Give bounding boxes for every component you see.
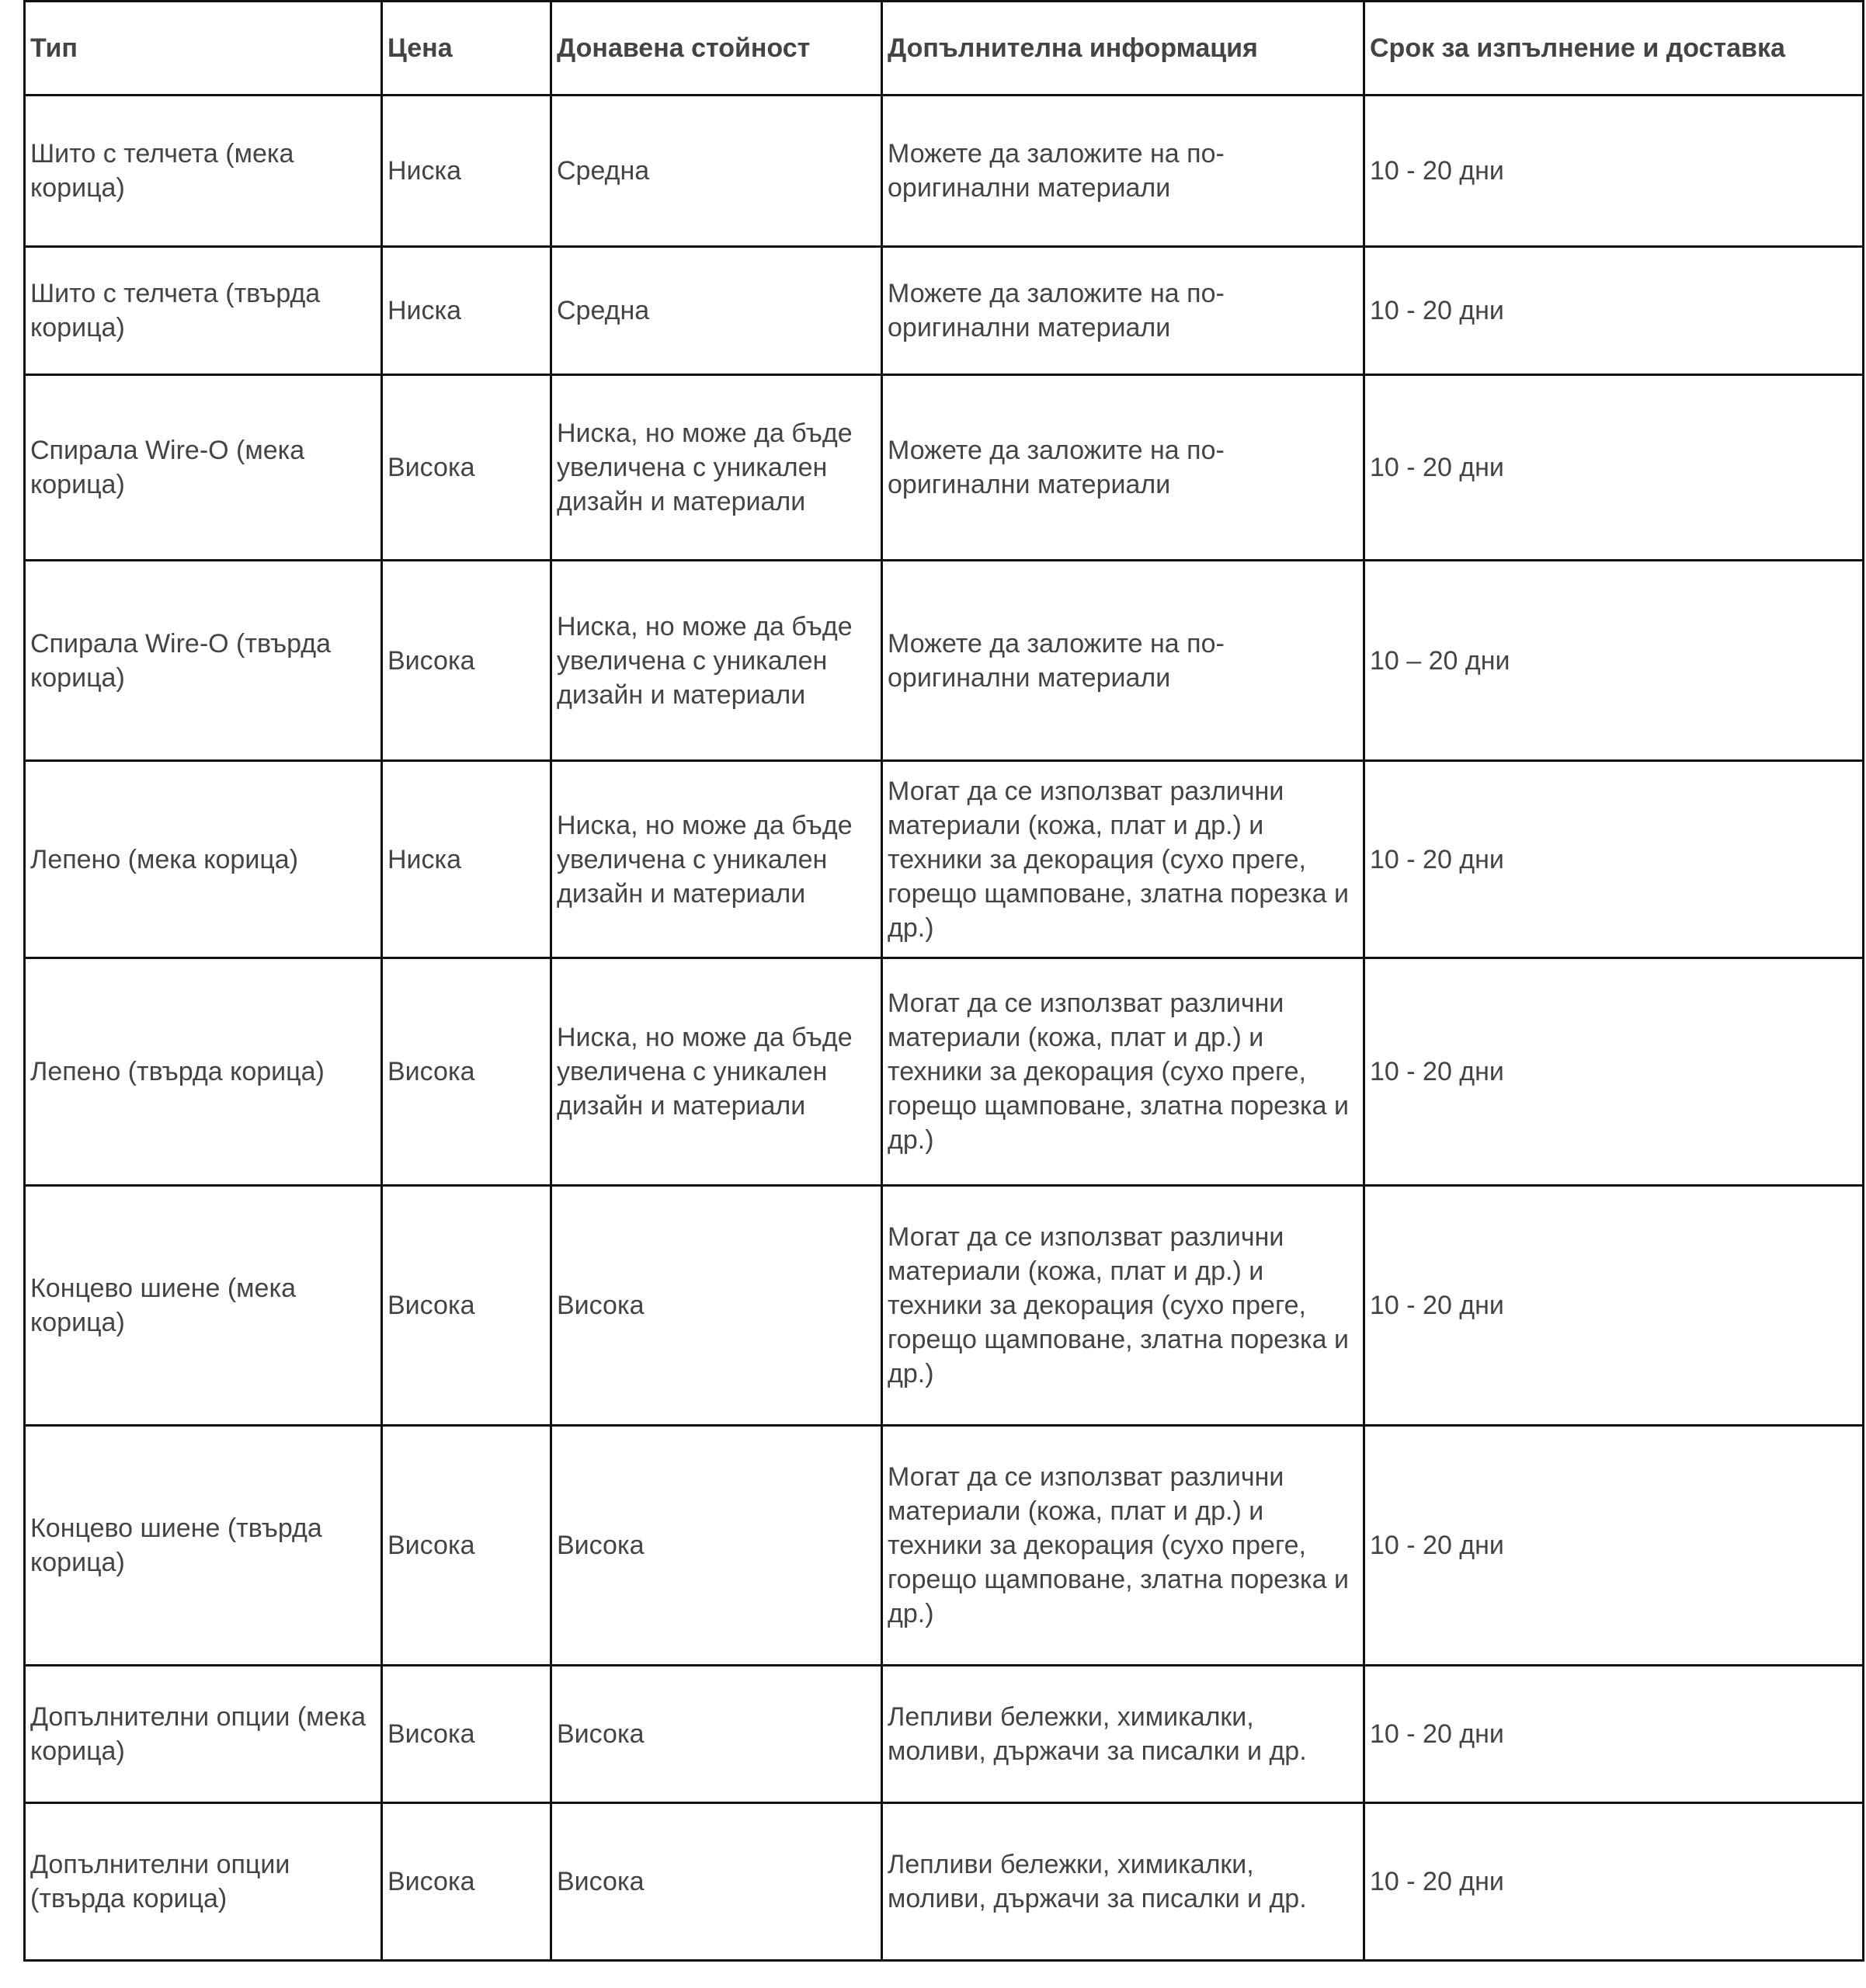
cell-added-value: Средна (551, 247, 882, 375)
cell-added-value: Висока (551, 1803, 882, 1961)
table-header-row (25, 2, 1864, 96)
cell-type: Шито с телчета (мека корица) (25, 96, 382, 247)
cell-additional-info: Могат да се използват различни материали (кожа, плат и др.) и техники за декорация (сухо преге, горещо щамповане, златна порезка и др.) (882, 1186, 1364, 1426)
cell-additional-info: Можете да заложите на по-оригинални материали (882, 375, 1364, 561)
cell-delivery-time: 10 - 20 дни (1364, 761, 1864, 958)
table-row (25, 96, 1864, 247)
table-row (25, 247, 1864, 375)
cell-additional-info: Могат да се използват различни материали (кожа, плат и др.) и техники за декорация (сухо преге, горещо щамповане, златна порезка и др.) (882, 761, 1364, 958)
table-row (25, 958, 1864, 1186)
cell-price: Ниска (382, 761, 551, 958)
cell-additional-info: Могат да се използват различни материали (кожа, плат и др.) и техники за декорация (сухо преге, горещо щамповане, златна порезка и др.) (882, 1426, 1364, 1666)
cell-price: Висока (382, 1666, 551, 1803)
cell-type: Шито с телчета (твърда корица) (25, 247, 382, 375)
cell-delivery-time: 10 - 20 дни (1364, 1426, 1864, 1666)
cell-added-value: Ниска, но може да бъде увеличена с уникален дизайн и материали (551, 561, 882, 761)
cell-price: Висока (382, 561, 551, 761)
table-row (25, 375, 1864, 561)
header-price: Цена (382, 2, 551, 96)
cell-delivery-time: 10 – 20 дни (1364, 561, 1864, 761)
cell-additional-info: Можете да заложите на по-оригинални материали (882, 96, 1364, 247)
cell-type: Допълнителни опции (мека корица) (25, 1666, 382, 1803)
cell-added-value: Средна (551, 96, 882, 247)
cell-delivery-time: 10 - 20 дни (1364, 247, 1864, 375)
header-additional-info: Допълнителна информация (882, 2, 1364, 96)
cell-added-value: Ниска, но може да бъде увеличена с уникален дизайн и материали (551, 761, 882, 958)
cell-type: Спирала Wire-O (твърда корица) (25, 561, 382, 761)
cell-added-value: Висока (551, 1666, 882, 1803)
cell-delivery-time: 10 - 20 дни (1364, 1803, 1864, 1961)
header-added-value: Донавена стойност (551, 2, 882, 96)
cell-added-value: Ниска, но може да бъде увеличена с уникален дизайн и материали (551, 375, 882, 561)
table-row (25, 1426, 1864, 1666)
header-type: Тип (25, 2, 382, 96)
cell-type: Спирала Wire-O (мека корица) (25, 375, 382, 561)
cell-additional-info: Могат да се използват различни материали (кожа, плат и др.) и техники за декорация (сухо преге, горещо щамповане, златна порезка и др.) (882, 958, 1364, 1186)
table-row (25, 561, 1864, 761)
header-delivery-time: Срок за изпълнение и доставка (1364, 2, 1864, 96)
cell-price: Висока (382, 1186, 551, 1426)
cell-type: Концево шиене (твърда корица) (25, 1426, 382, 1666)
cell-additional-info: Лепливи бележки, химикалки, моливи, държачи за писалки и др. (882, 1803, 1364, 1961)
cell-additional-info: Лепливи бележки, химикалки, моливи, държачи за писалки и др. (882, 1666, 1364, 1803)
cell-type: Лепено (мека корица) (25, 761, 382, 958)
cell-delivery-time: 10 - 20 дни (1364, 1666, 1864, 1803)
cell-price: Висока (382, 375, 551, 561)
table-row (25, 761, 1864, 958)
table-row (25, 1666, 1864, 1803)
cell-delivery-time: 10 - 20 дни (1364, 375, 1864, 561)
cell-added-value: Висока (551, 1186, 882, 1426)
cell-price: Ниска (382, 247, 551, 375)
cell-type: Допълнителни опции (твърда корица) (25, 1803, 382, 1961)
cell-delivery-time: 10 - 20 дни (1364, 958, 1864, 1186)
cell-type: Концево шиене (мека корица) (25, 1186, 382, 1426)
cell-delivery-time: 10 - 20 дни (1364, 96, 1864, 247)
cell-delivery-time: 10 - 20 дни (1364, 1186, 1864, 1426)
cell-price: Висока (382, 1803, 551, 1961)
cell-added-value: Висока (551, 1426, 882, 1666)
cell-type: Лепено (твърда корица) (25, 958, 382, 1186)
cell-additional-info: Можете да заложите на по-оригинални материали (882, 561, 1364, 761)
cell-price: Висока (382, 1426, 551, 1666)
cell-additional-info: Можете да заложите на по-оригинални материали (882, 247, 1364, 375)
table-row (25, 1186, 1864, 1426)
cell-price: Ниска (382, 96, 551, 247)
binding-comparison-table (23, 0, 1864, 1962)
cell-added-value: Ниска, но може да бъде увеличена с уникален дизайн и материали (551, 958, 882, 1186)
cell-price: Висока (382, 958, 551, 1186)
table-row (25, 1803, 1864, 1961)
